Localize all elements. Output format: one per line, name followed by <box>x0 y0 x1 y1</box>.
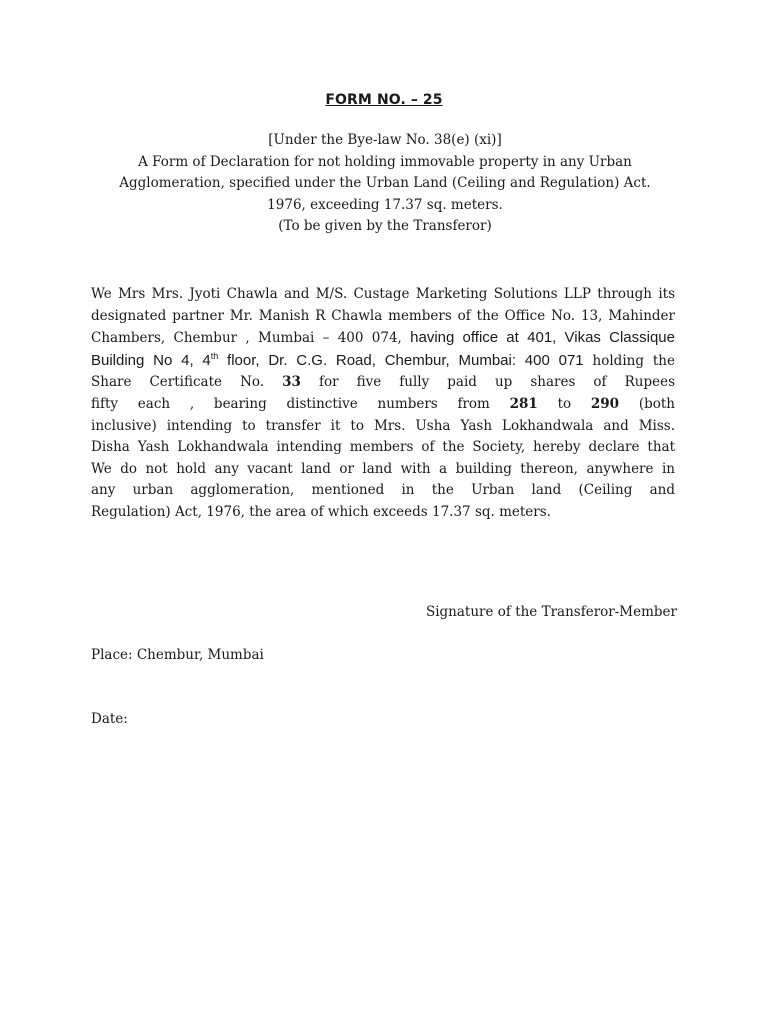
para-text: for five fully <box>318 374 430 391</box>
para-text: We Mrs Mrs. Jyoti Chawla and M/S. Custage Marketing Solutions LLP through its <box>91 286 675 302</box>
para-text: having office at <box>410 329 519 347</box>
signature-label: Signature of the Transferor-Member <box>425 604 677 620</box>
form-header <box>95 130 675 238</box>
para-line <box>91 437 675 459</box>
para-text: fifty each , <box>91 395 195 412</box>
para-text: (both <box>638 395 675 412</box>
distinctive-number-from: 281 <box>509 395 538 412</box>
para-line <box>91 502 675 524</box>
para-text: inclusive) <box>91 417 157 434</box>
header-line-declaration: A Form of Declaration for not holding immovable property in any Urban <box>138 153 632 170</box>
para-line <box>91 372 675 394</box>
para-text: distinctive <box>286 395 358 412</box>
para-text: Chambers, Chembur , Mumbai – 400 074, <box>91 330 402 347</box>
para-line <box>91 416 675 438</box>
header-line-transferor: (To be given by the Transferor) <box>278 218 492 234</box>
para-text: We do not hold any vacant land or land with a building thereon, anywhere in <box>91 460 675 477</box>
para-text: shares of Rupees <box>530 374 676 391</box>
para-text: bearing <box>213 395 267 412</box>
para-line <box>91 350 675 373</box>
para-text: Regulation) Act, 1976, the area of which exceeds 17.37 sq. meters. <box>91 503 551 520</box>
para-text: paid up <box>447 374 513 391</box>
para-line <box>91 394 675 416</box>
superscript: th <box>210 350 219 361</box>
para-text: Building No 4, 4 <box>91 351 211 369</box>
para-line <box>91 284 675 306</box>
para-text: designated partner Mr. Manish R Chawla members of the Office No. 13, Mahinder <box>91 307 675 324</box>
para-text: Share Certificate <box>91 374 223 391</box>
declaration-paragraph <box>91 284 675 524</box>
para-text: No. <box>240 374 265 391</box>
para-text: to <box>557 395 572 412</box>
para-text: 401, Vikas Classique <box>527 329 675 347</box>
header-line-bye-law: [Under the Bye-law No. 38(e) (xi)] <box>268 132 502 148</box>
date-field: Date: <box>91 711 128 727</box>
para-text: numbers from <box>377 395 490 412</box>
para-text: intending to transfer it to Mrs. Usha Yash Lokhandwala and Miss. <box>166 417 675 434</box>
place-field: Place: Chembur, Mumbai <box>91 647 264 663</box>
header-line-act: Agglomeration, specified under the Urban Land (Ceiling and Regulation) Act. <box>119 175 651 191</box>
para-text: floor, Dr. C.G. Road, Chembur, Mumbai: 400 071 <box>227 351 584 369</box>
para-text: any urban agglomeration, mentioned in the Urban land (Ceiling and <box>91 482 675 499</box>
para-text: Disha Yash Lokhandwala intending members of the Society, hereby declare that <box>91 439 675 456</box>
certificate-number: 33 <box>282 374 301 391</box>
para-line <box>91 327 675 350</box>
para-text: holding the <box>592 352 675 369</box>
form-title: FORM NO. – 25 <box>325 92 443 108</box>
distinctive-number-to: 290 <box>590 395 620 412</box>
para-line <box>91 459 675 481</box>
para-line <box>91 306 675 328</box>
header-line-area: 1976, exceeding 17.37 sq. meters. <box>267 196 503 213</box>
para-line <box>91 480 675 502</box>
